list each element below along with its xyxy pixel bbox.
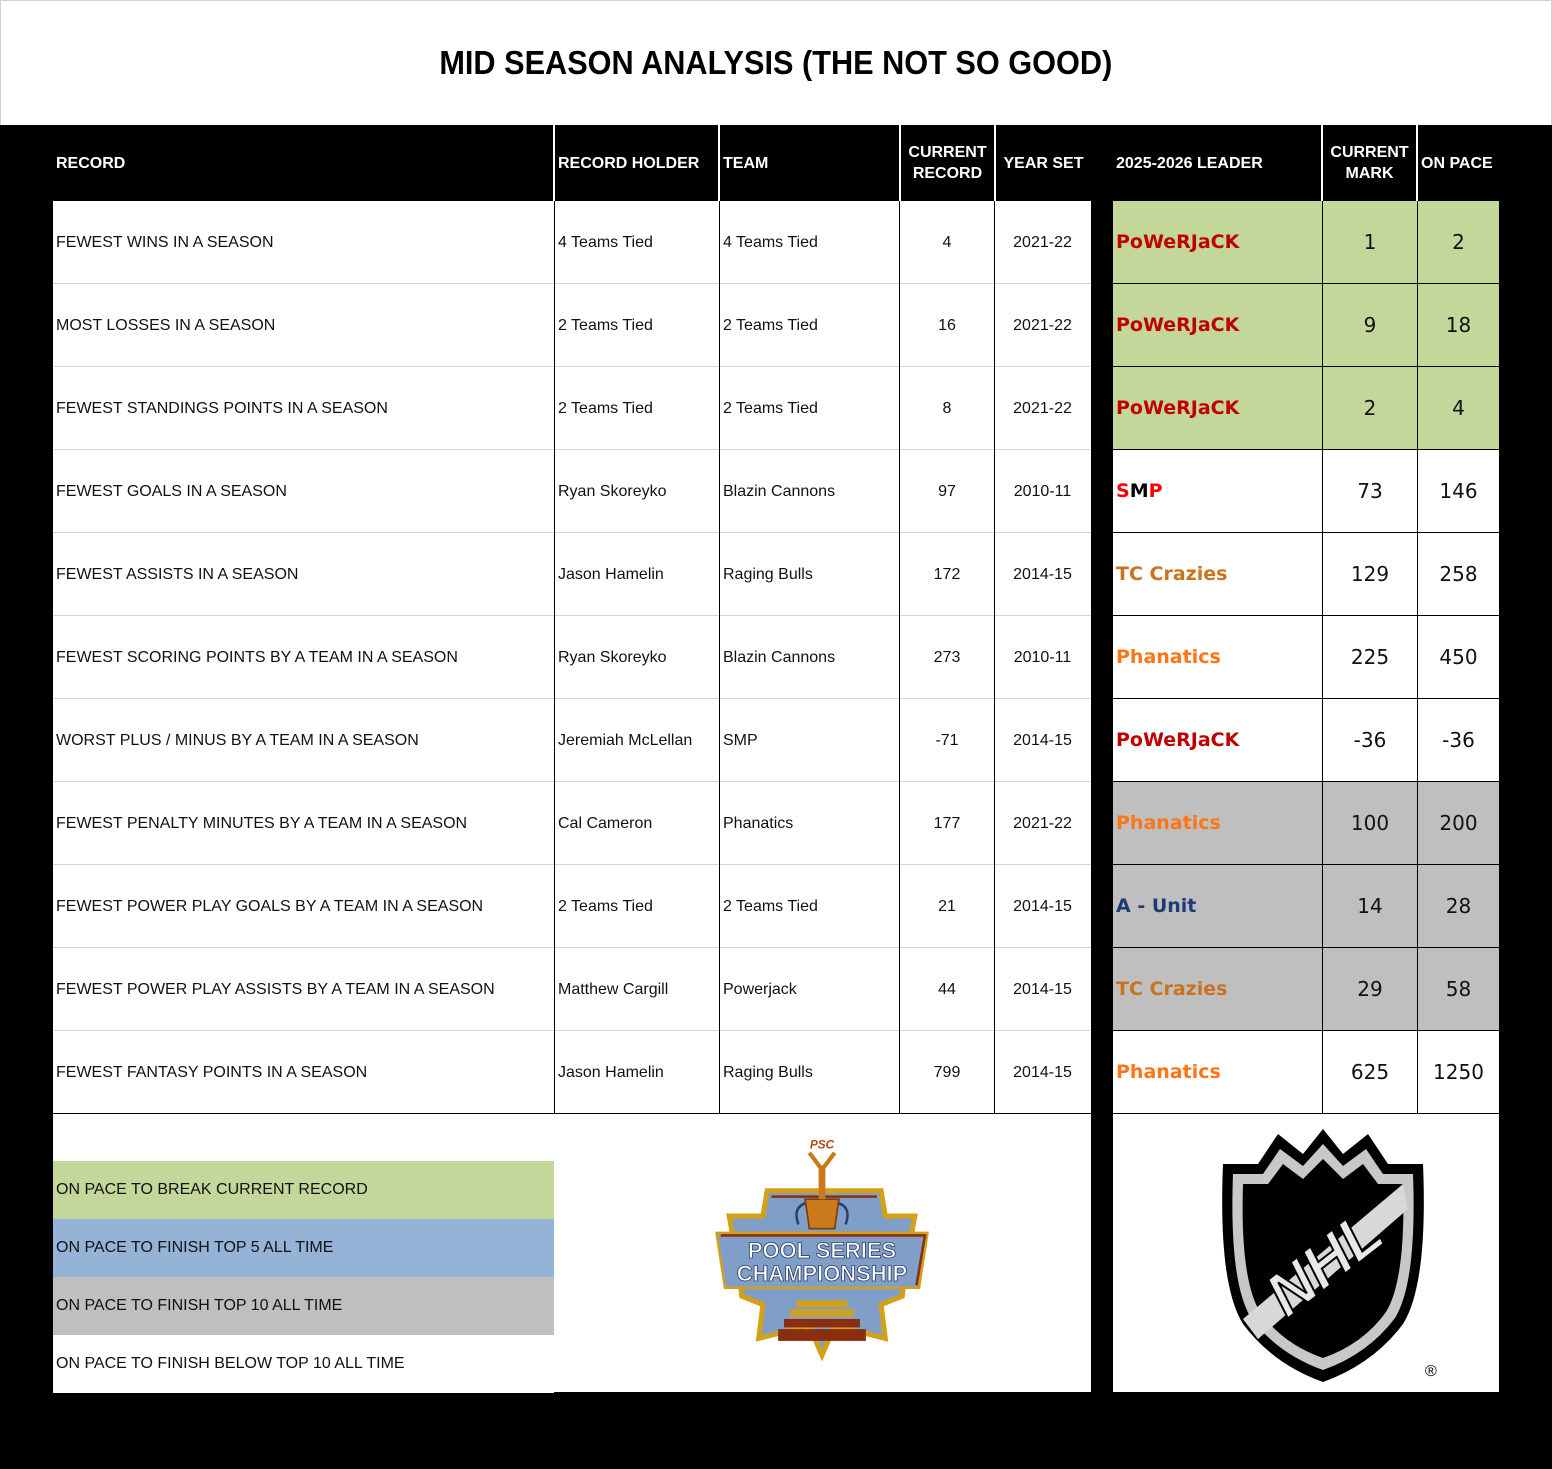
record-team: Blazin Cannons [723, 482, 836, 500]
record-name: FEWEST ASSISTS IN A SEASON [56, 565, 299, 583]
svg-text:NHL: NHL [1253, 1197, 1397, 1331]
leader-name: TC Crazies [1116, 978, 1228, 1000]
column-divider [994, 201, 995, 1114]
current-record-value: 8 [942, 399, 952, 417]
current-mark-value: -36 [1322, 699, 1417, 781]
on-pace-value: 146 [1417, 450, 1499, 532]
legend-item-below-top10: ON PACE TO FINISH BELOW TOP 10 ALL TIME [53, 1335, 554, 1393]
leader-row [1113, 450, 1499, 533]
record-team: 4 Teams Tied [723, 233, 818, 251]
current-record-value: 799 [933, 1063, 961, 1081]
record-team: 2 Teams Tied [723, 316, 818, 334]
record-holder: Jason Hamelin [558, 565, 664, 583]
leader-row [1113, 284, 1499, 367]
record-holder: Ryan Skoreyko [558, 648, 667, 666]
leader-row [1113, 616, 1499, 699]
header-current-mark [1323, 125, 1416, 201]
header-leader: 2025-2026 LEADER [1113, 125, 1321, 201]
record-team: 2 Teams Tied [723, 399, 818, 417]
current-mark-value: 1 [1322, 201, 1417, 283]
table-row [53, 201, 1091, 284]
current-mark-value: 9 [1322, 284, 1417, 366]
leader-name-part: P [1148, 480, 1163, 502]
title-bar [0, 0, 1552, 125]
header-current-record-line1: CURRENT [908, 144, 987, 161]
record-name: FEWEST PENALTY MINUTES BY A TEAM IN A SEASON [56, 814, 468, 832]
record-name: MOST LOSSES IN A SEASON [56, 316, 276, 334]
current-record-value: 273 [933, 648, 961, 666]
on-pace-value: 2 [1417, 201, 1499, 283]
year-set: 2021-22 [1013, 399, 1072, 417]
leader-name: PoWeRJaCK [1116, 231, 1240, 253]
leader-name: Phanatics [1116, 646, 1221, 668]
page-title: MID SEASON ANALYSIS (THE NOT SO GOOD) [439, 44, 1113, 81]
leader-row [1113, 367, 1499, 450]
svg-text:®: ® [1425, 1363, 1437, 1380]
current-mark-value: 29 [1322, 948, 1417, 1030]
nhl-shield-icon [1203, 1124, 1443, 1386]
current-record-value: 16 [938, 316, 956, 334]
svg-text:POOL SERIES: POOL SERIES [747, 1238, 897, 1264]
current-mark-value: 100 [1322, 782, 1417, 864]
table-row [53, 699, 1091, 782]
leader-name: PoWeRJaCK [1116, 729, 1240, 751]
record-team: Phanatics [723, 814, 794, 832]
year-set: 2014-15 [1013, 1063, 1072, 1081]
record-name: WORST PLUS / MINUS BY A TEAM IN A SEASON [56, 731, 419, 749]
psc-logo-icon [687, 1119, 957, 1389]
table-row [53, 782, 1091, 865]
current-mark-value: 73 [1322, 450, 1417, 532]
column-divider [719, 201, 720, 1114]
record-team: Powerjack [723, 980, 797, 998]
table-row [53, 367, 1091, 450]
header-record: RECORD [53, 125, 554, 201]
year-set: 2021-22 [1013, 814, 1072, 832]
nhl-logo-panel [1113, 1114, 1499, 1392]
record-holder: Jason Hamelin [558, 1063, 664, 1081]
header-current-mark-line1: CURRENT [1330, 144, 1409, 161]
table-row [53, 616, 1091, 699]
record-team: Raging Bulls [723, 1063, 813, 1081]
header-current-record [901, 125, 994, 201]
table-row [53, 284, 1091, 367]
header-divider [718, 125, 720, 201]
year-set: 2014-15 [1013, 897, 1072, 915]
on-pace-value: 450 [1417, 616, 1499, 698]
leader-name: Phanatics [1116, 1061, 1221, 1083]
record-holder: 2 Teams Tied [558, 399, 653, 417]
current-record-value: -71 [935, 731, 959, 749]
leader-row [1113, 201, 1499, 284]
svg-text:CHAMPIONSHIP: CHAMPIONSHIP [736, 1261, 908, 1286]
leader-name [1113, 450, 1322, 532]
on-pace-value: 200 [1417, 782, 1499, 864]
legend-item-break-record: ON PACE TO BREAK CURRENT RECORD [53, 1161, 554, 1219]
header-divider [553, 125, 555, 201]
record-holder: 2 Teams Tied [558, 897, 653, 915]
leader-name-part: S [1116, 480, 1130, 502]
record-holder: 4 Teams Tied [558, 233, 653, 251]
record-name: FEWEST SCORING POINTS BY A TEAM IN A SEASON [56, 648, 458, 666]
header-current-record-line2: RECORD [912, 165, 983, 182]
current-record-value: 44 [938, 980, 956, 998]
year-set: 2010-11 [1013, 648, 1072, 666]
column-divider [899, 201, 900, 1114]
record-name: FEWEST GOALS IN A SEASON [56, 482, 287, 500]
record-name: FEWEST FANTASY POINTS IN A SEASON [56, 1063, 368, 1081]
on-pace-value: 28 [1417, 865, 1499, 947]
header-on-pace: ON PACE [1418, 125, 1499, 201]
current-mark-value: 14 [1322, 865, 1417, 947]
on-pace-value: 1250 [1417, 1031, 1499, 1113]
legend [53, 1161, 554, 1393]
svg-text:PSC: PSC [809, 1137, 835, 1152]
leader-name: PoWeRJaCK [1116, 397, 1240, 419]
record-team: SMP [723, 731, 758, 749]
current-record-value: 97 [938, 482, 956, 500]
record-holder: Jeremiah McLellan [558, 731, 693, 749]
current-mark-value: 129 [1322, 533, 1417, 615]
leader-row [1113, 533, 1499, 616]
record-team: Raging Bulls [723, 565, 813, 583]
leader-row [1113, 948, 1499, 1031]
on-pace-value: 258 [1417, 533, 1499, 615]
header-team: TEAM [721, 125, 899, 201]
header-current-mark-line2: MARK [1345, 165, 1394, 182]
year-set: 2014-15 [1013, 565, 1072, 583]
year-set: 2010-11 [1013, 482, 1072, 500]
on-pace-value: 58 [1417, 948, 1499, 1030]
year-set: 2014-15 [1013, 731, 1072, 749]
legend-item-top10: ON PACE TO FINISH TOP 10 ALL TIME [53, 1277, 554, 1335]
column-divider [554, 201, 555, 1114]
leader-row [1113, 699, 1499, 782]
leader-row [1113, 782, 1499, 865]
current-record-value: 21 [938, 897, 956, 915]
legend-panel [53, 1114, 1091, 1392]
record-name: FEWEST WINS IN A SEASON [56, 233, 274, 251]
year-set: 2021-22 [1013, 233, 1072, 251]
year-set: 2021-22 [1013, 316, 1072, 334]
year-set: 2014-15 [1013, 980, 1072, 998]
record-holder: 2 Teams Tied [558, 316, 653, 334]
table-row [53, 948, 1091, 1031]
record-name: FEWEST STANDINGS POINTS IN A SEASON [56, 399, 388, 417]
table-row [53, 865, 1091, 948]
records-table [53, 201, 1091, 1114]
record-holder: Ryan Skoreyko [558, 482, 667, 500]
record-team: Blazin Cannons [723, 648, 836, 666]
leader-row [1113, 865, 1499, 948]
table-row [53, 1031, 1091, 1114]
current-mark-value: 2 [1322, 367, 1417, 449]
record-holder: Matthew Cargill [558, 980, 669, 998]
table-row [53, 533, 1091, 616]
leader-name: PoWeRJaCK [1116, 314, 1240, 336]
current-record-value: 172 [933, 565, 961, 583]
legend-item-top5: ON PACE TO FINISH TOP 5 ALL TIME [53, 1219, 554, 1277]
leaders-table [1113, 201, 1499, 1114]
leader-name-part: M [1129, 480, 1149, 502]
table-row [53, 450, 1091, 533]
record-holder: Cal Cameron [558, 814, 653, 832]
record-name: FEWEST POWER PLAY GOALS BY A TEAM IN A SEASON [56, 897, 484, 915]
on-pace-value: -36 [1417, 699, 1499, 781]
header-record-holder: RECORD HOLDER [556, 125, 718, 201]
leader-name: Phanatics [1116, 812, 1221, 834]
on-pace-value: 4 [1417, 367, 1499, 449]
record-name: FEWEST POWER PLAY ASSISTS BY A TEAM IN A SEASON [56, 980, 495, 998]
current-mark-value: 625 [1322, 1031, 1417, 1113]
leader-name: TC Crazies [1116, 563, 1228, 585]
leader-row [1113, 1031, 1499, 1114]
current-mark-value: 225 [1322, 616, 1417, 698]
on-pace-value: 18 [1417, 284, 1499, 366]
record-team: 2 Teams Tied [723, 897, 818, 915]
header-year-set: YEAR SET [996, 125, 1091, 201]
current-record-value: 177 [933, 814, 961, 832]
current-record-value: 4 [942, 233, 952, 251]
leader-name: A - Unit [1116, 895, 1197, 917]
